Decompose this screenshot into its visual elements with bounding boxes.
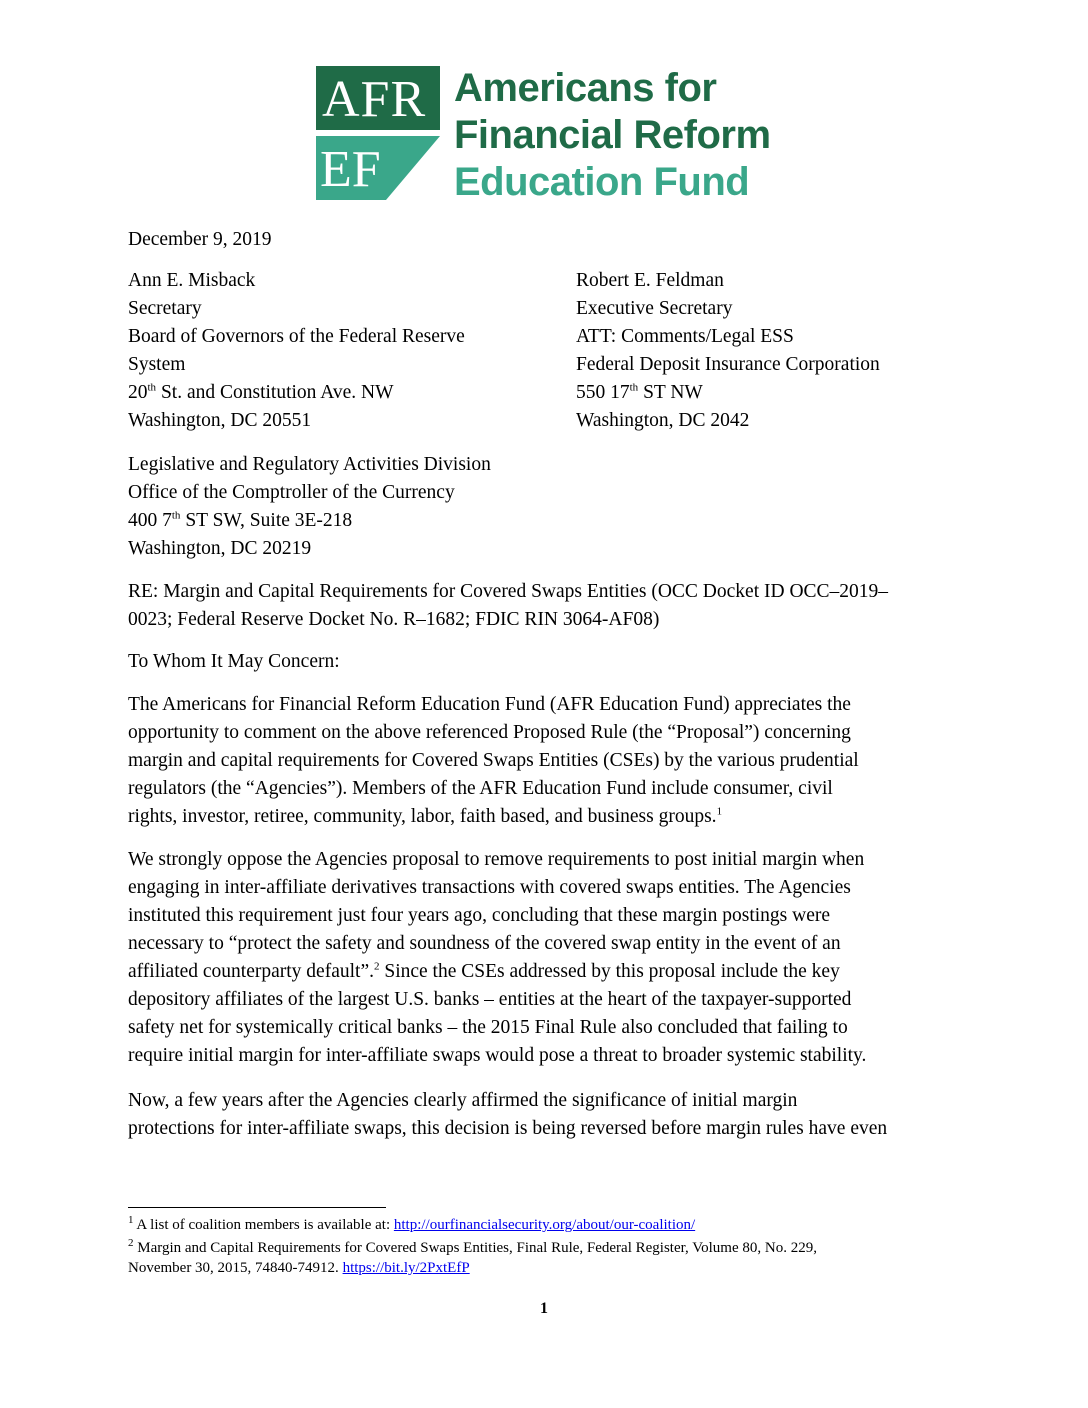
re-subject: RE: Margin and Capital Requirements for Covered Swaps Entities (OCC Docket ID OCC–2019– 0023; Federal Reserve Docket No. R–1682; FDIC RIN 3064-AF08) — [128, 581, 889, 630]
salutation: To Whom It May Concern: — [128, 651, 340, 672]
addressee-right-line: Washington, DC 2042 — [576, 410, 750, 431]
page-number: 1 — [540, 1300, 548, 1317]
addressee-right-line: ATT: Comments/Legal ESS — [576, 326, 794, 347]
addressee-left-line: Board of Governors of the Federal Reserve — [128, 326, 465, 347]
addressee-right — [576, 267, 880, 435]
logo-line-3: Education Fund — [454, 160, 750, 204]
addressee-right-line: Federal Deposit Insurance Corporation — [576, 354, 880, 375]
federal-register-link[interactable]: https://bit.ly/2PxtEfP — [342, 1260, 470, 1276]
afr-ef-logo — [316, 66, 776, 202]
logo-afr-box — [316, 66, 440, 130]
coalition-link[interactable]: http://ourfinancialsecurity.org/about/our-coalition/ — [393, 1217, 696, 1233]
footnote-2: $^2$ Margin and Capital Requirements for Covered Swaps Entities, Final Rule, Federal Register, Volume 80, No. 229, — [128, 1237, 817, 1256]
addressee-left-line: Secretary — [128, 298, 202, 319]
addressee-left-line: Washington, DC 20551 — [128, 410, 312, 431]
footnote-ref-1: 1 — [716, 805, 723, 818]
addressee-left-line: Ann E. Misback — [128, 270, 256, 291]
footnote-ref-2: 2 — [373, 960, 380, 973]
paragraph-2: We strongly oppose the Agencies proposal to remove requirements to post initial margin when engaging in inter-affiliate derivatives transactions with covered swaps entities. The Agencies instituted this requirement just four years ago, concluding that these margin postings were necessary to “protect the safety and soundness of the covered swap entity in the event of an affiliated counterparty default”.$^2$ Since the CSEs addressed by this proposal include the key depository affiliates of the largest U.S. banks – entities at the heart of the taxpayer-supported safety net for systemically critical banks – the 2015 Final Rule also concluded that failing to require initial margin for inter-affiliate swaps would pose a threat to broader systemic stability. — [128, 849, 867, 1066]
paragraph-3: Now, a few years after the Agencies clearly affirmed the significance of initial margin protections for inter-affiliate swaps, this decision is being reversed before margin rules have even — [128, 1090, 888, 1139]
logo-line-1: Americans for — [454, 66, 717, 110]
addressee-left — [128, 267, 465, 435]
addressee-right-line: Robert E. Feldman — [576, 270, 724, 291]
logo-afr-text: AFR — [322, 71, 427, 128]
letter-date: December 9, 2019 — [128, 229, 272, 250]
logo-triangle-icon — [386, 136, 440, 200]
addressee-occ-line: Legislative and Regulatory Activities Division — [128, 454, 491, 475]
addressee-occ-line: 400 7th ST SW, Suite 3E-218 — [128, 509, 353, 531]
paragraph-1: The Americans for Financial Reform Education Fund (AFR Education Fund) appreciates the opportunity to comment on the above referenced Proposed Rule (the “Proposal”) concerning margin and capital requirements for Covered Swaps Entities (CSEs) by the various prudential regulators (the “Agencies”). Members of the AFR Education Fund include consumer, civil rights, investor, retiree, community, labor, faith based, and business groups.$^1$ — [128, 694, 859, 827]
footnote-2-cont: November 30, 2015, 74840-74912. https://bit.ly/2PxtEfP — [128, 1260, 470, 1276]
logo-ef-text: EF — [320, 141, 381, 198]
addressee-right-line: Executive Secretary — [576, 298, 733, 319]
addressee-right-line: 550 17th ST NW — [576, 381, 703, 403]
addressee-left-line: System — [128, 354, 186, 375]
addressee-occ-line: Office of the Comptroller of the Currency — [128, 482, 455, 503]
footnote-1: $^1$ A list of coalition members is available at: http://ourfinancialsecurity.org/about/our-coalition/ — [128, 1214, 696, 1233]
footnote-divider — [128, 1207, 386, 1208]
logo-line-2: Financial Reform — [454, 113, 771, 157]
addressee-occ — [128, 451, 491, 563]
addressee-left-line: 20th St. and Constitution Ave. NW — [128, 381, 394, 403]
addressee-occ-line: Washington, DC 20219 — [128, 538, 312, 559]
